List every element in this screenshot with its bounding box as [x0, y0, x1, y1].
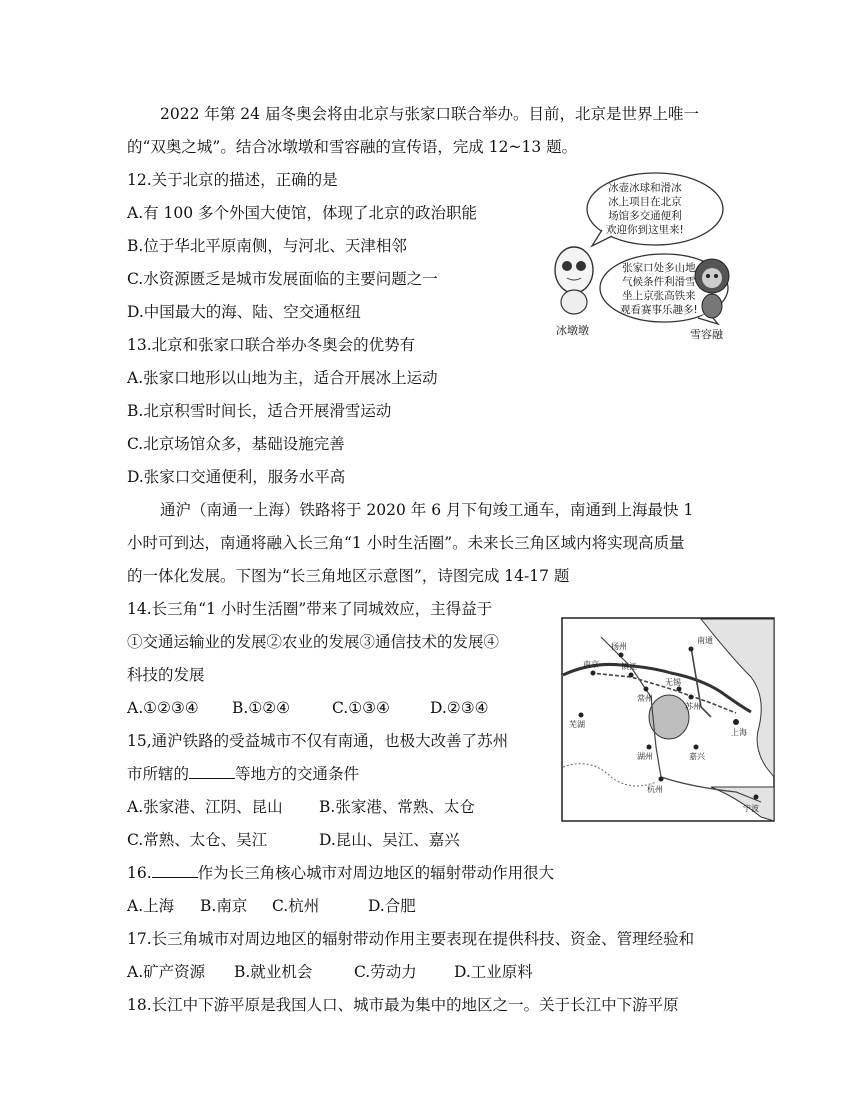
map-label-huzhou: 湖州 — [637, 752, 653, 761]
q16-option-a: A.上海 — [127, 897, 175, 915]
q15-stem-line2 — [127, 764, 359, 784]
q16-option-b: B.南京 — [200, 897, 248, 915]
q12-option-a: A.有 100 多个外国大使馆，体现了北京的政治职能 — [127, 204, 478, 222]
q14-option-c: C.①③④ — [332, 699, 390, 717]
q13-option-a: A.张家口地形以山地为主，适合开展冰上运动 — [127, 369, 438, 387]
q14-option-a: A.①②③④ — [127, 699, 199, 717]
bubble2-text: 张家口处多山地 气候条件利滑雪 坐上京张高铁来 观看赛事乐趣多! — [620, 262, 698, 316]
q16-answer-blank — [152, 863, 198, 878]
q15-stem-line1: 15,通沪铁路的受益城市不仅有南通，也极大改善了苏州 — [127, 732, 509, 750]
map-label-yangzhou: 扬州 — [611, 642, 627, 651]
q12-stem: 12.关于北京的描述，正确的是 — [127, 171, 338, 189]
q15-options-row2 — [127, 830, 460, 850]
q16-stem-post: 作为长三角核心城市对周边地区的辐射带动作用很大 — [197, 864, 555, 882]
q16-stem-pre: 16. — [127, 864, 152, 882]
q14-stem-line3: 科技的发展 — [127, 666, 205, 684]
q13-option-c: C.北京场馆众多，基础设施完善 — [127, 435, 345, 453]
q12-option-d: D.中国最大的海、陆、空交通枢纽 — [127, 303, 361, 321]
q14-options — [127, 698, 489, 718]
map-drawing — [561, 617, 775, 822]
q15-stem-pre: 市所辖的 — [127, 765, 190, 783]
q13-stem: 13.北京和张家口联合举办冬奥会的优势有 — [127, 336, 416, 354]
q14-option-b: B.①②④ — [232, 699, 291, 717]
q17-option-c: C.劳动力 — [354, 963, 417, 981]
map-label-hangzhou: 杭州 — [647, 785, 663, 794]
q15-option-d: D.昆山、吴江、嘉兴 — [319, 831, 460, 849]
q12-option-c: C.水资源匮乏是城市发展面临的主要问题之一 — [127, 270, 438, 288]
q17-option-b: B.就业机会 — [234, 963, 313, 981]
q15-option-c: C.常熟、太仓、吴江 — [127, 831, 268, 849]
q15-answer-blank — [189, 764, 235, 779]
map-label-changzhou: 常州 — [637, 694, 653, 703]
passage2-line3: 的一体化发展。下图为“长三角地区示意图”，诗图完成 14-17 题 — [127, 567, 570, 585]
passage1-line2: 的“双奥之城”。结合冰墩墩和雪容融的宣传语，完成 12~13 题。 — [127, 138, 578, 156]
map-label-suzhou: 苏州 — [685, 702, 701, 711]
q16-options — [127, 896, 416, 916]
mascot-label-bingdwendwen: 冰墩墩 — [556, 324, 589, 337]
map-label-zhenjiang: 镇江 — [621, 662, 637, 671]
q16-option-d: D.合肥 — [368, 897, 416, 915]
q17-options — [127, 962, 533, 982]
map-label-nantong: 南通 — [697, 636, 713, 645]
map-label-shanghai: 上海 — [731, 728, 747, 737]
q17-option-a: A.矿产资源 — [127, 963, 206, 981]
q14-stem-line2: ①交通运输业的发展②农业的发展③通信技术的发展④ — [127, 633, 500, 651]
passage1-line1: 2022 年第 24 届冬奥会将由北京与张家口联合举办。目前，北京是世界上唯一 — [160, 105, 699, 123]
q16-option-c: C.杭州 — [272, 897, 320, 915]
map-label-ningbo: 宁波 — [743, 804, 759, 813]
q15-option-a: A.张家港、江阴、昆山 — [127, 798, 283, 816]
q14-option-d: D.②③④ — [430, 699, 489, 717]
q13-option-d: D.张家口交通便利，服务水平高 — [127, 468, 346, 486]
mascot-label-xuerongrong: 雪容融 — [690, 328, 723, 341]
q14-stem-line1: 14.长三角“1 小时生活圈”带来了同城效应，主得益于 — [127, 600, 493, 618]
passage2-line2: 小时可到达，南通将融入长三角“1 小时生活圈”。未来长三角区域内将实现高质量 — [127, 534, 685, 552]
map-label-jiaxing: 嘉兴 — [689, 752, 705, 761]
q17-stem: 17.长三角城市对周边地区的辐射带动作用主要表现在提供科技、资金、管理经验和 — [127, 930, 695, 948]
map-label-wuxi: 无锡 — [665, 678, 681, 687]
q15-stem-post: 等地方的交通条件 — [235, 765, 360, 783]
q16-stem — [127, 863, 554, 883]
q12-option-b: B.位于华北平原南侧，与河北、天津相邻 — [127, 237, 407, 255]
q13-option-b: B.北京积雪时间长，适合开展滑雪运动 — [127, 402, 392, 420]
q15-options-row1 — [127, 797, 475, 817]
map-label-wuhu: 芜湖 — [569, 720, 585, 729]
q15-option-b: B.张家港、常熟、太仓 — [319, 798, 475, 816]
bubble1-text: 冰壶冰球和滑冰 冰上项目在北京 场馆多交通便利 欢迎你到这里来! — [606, 182, 684, 236]
yangtze-delta-map — [561, 617, 775, 822]
map-label-nanjing: 南京 — [583, 660, 599, 669]
q17-option-d: D.工业原料 — [454, 963, 533, 981]
q18-stem: 18.长江中下游平原是我国人口、城市最为集中的地区之一。关于长江中下游平原 — [127, 996, 679, 1014]
passage2-line1: 通沪（南通一上海）铁路将于 2020 年 6 月下旬竣工通车，南通到上海最快 1 — [160, 501, 694, 519]
mascot-figure — [540, 172, 740, 350]
